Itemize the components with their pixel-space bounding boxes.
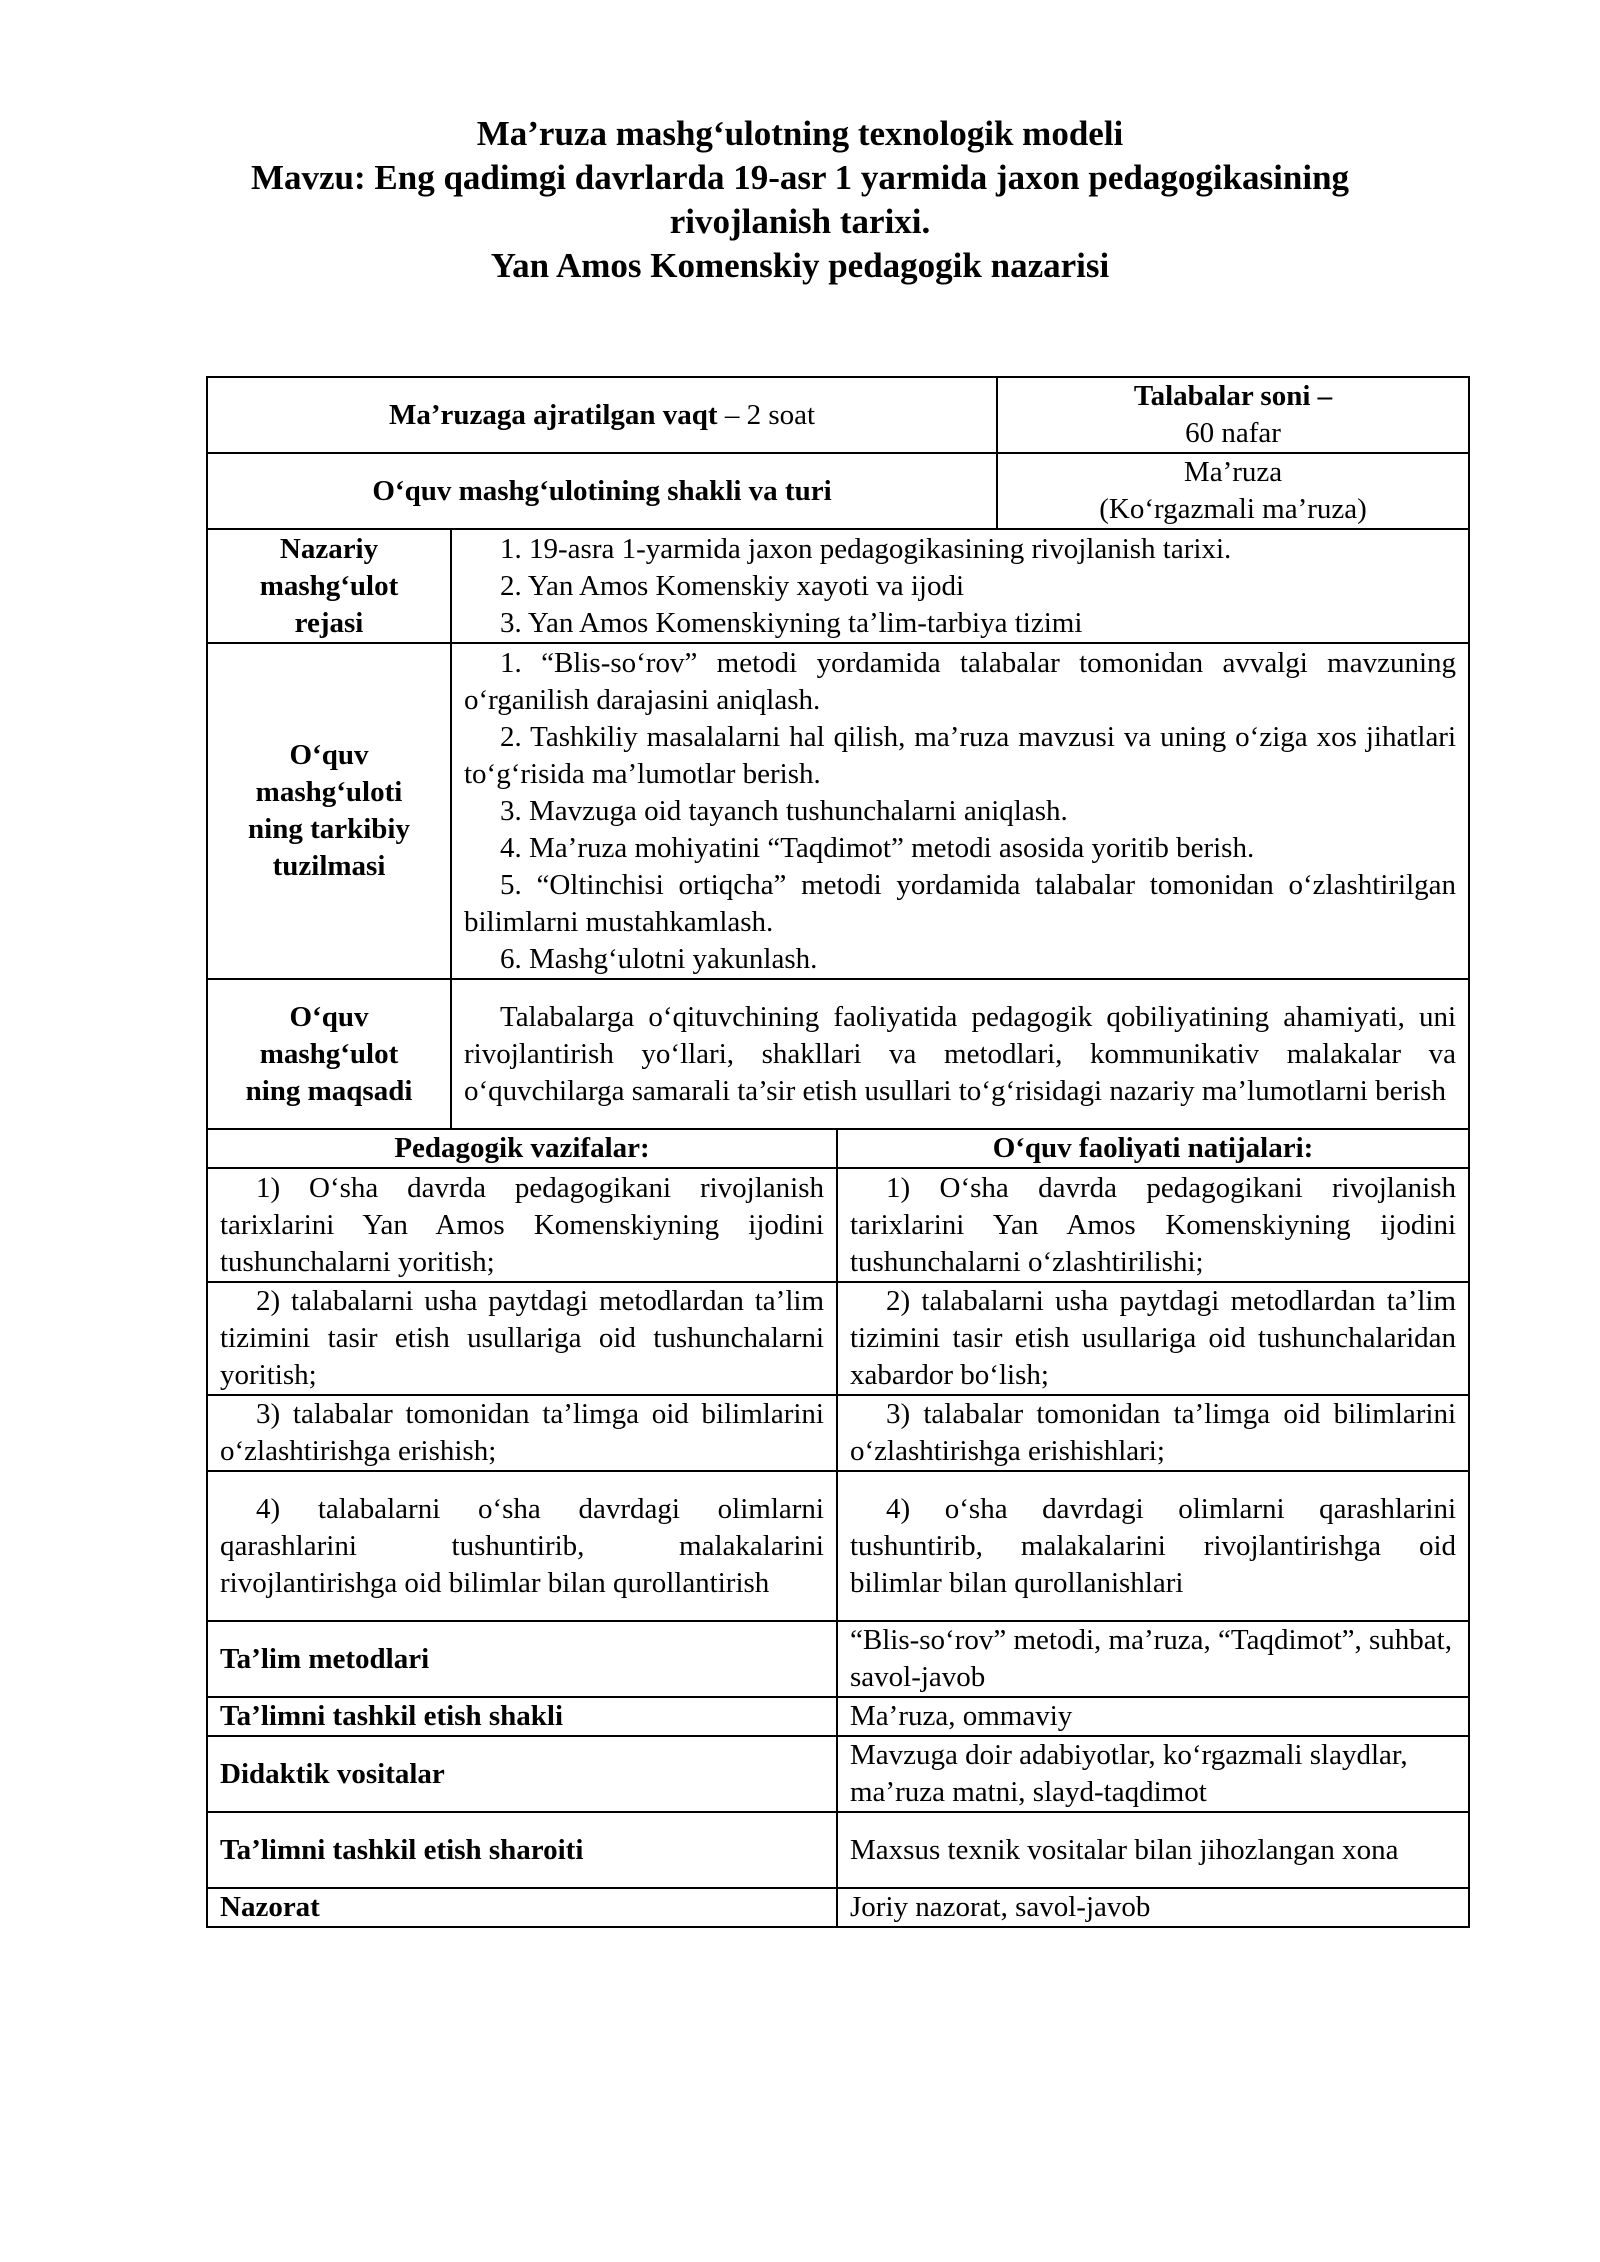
plan-label-1: Nazariy <box>279 532 379 565</box>
task-text: 2) talabalarni usha paytdagi metodlardan ta’lim tizimini tasir etish usullariga oid tushunchalarni yoritish; <box>220 1285 824 1391</box>
structure-label-1: O‘quv <box>289 739 369 771</box>
detail-row-methods <box>207 1621 1469 1697</box>
task-cell <box>207 1395 837 1471</box>
outcome-cell <box>837 1395 1469 1471</box>
detail-value: Ma’ruza, ommaviy <box>837 1697 1469 1736</box>
goal-text-cell <box>451 979 1469 1129</box>
plan-items <box>451 529 1469 643</box>
outcome-text: 2) talabalarni usha paytdagi metodlardan ta’lim tizimini tasir etish usullariga oid tushunchalaridan xabardor bo‘lish; <box>850 1285 1457 1391</box>
structure-row <box>207 643 1469 979</box>
outcome-text: 1) O‘sha davrda pedagogikani rivojlanish tarixlarini Yan Amos Komenskiyning ijodini tushunchalarni o‘zlashtirilishi; <box>850 1171 1457 1278</box>
task-row <box>207 1168 1469 1282</box>
plan-item: 3. Yan Amos Komenskiyning ta’lim-tarbiya tizimi <box>500 606 1083 639</box>
plan-item: 2. Yan Amos Komenskiy xayoti va ijodi <box>500 569 965 602</box>
detail-label: Ta’limni tashkil etish shakli <box>207 1697 837 1736</box>
time-value: – 2 soat <box>717 398 816 431</box>
time-cell <box>207 377 997 453</box>
detail-value: “Blis-so‘rov” metodi, ma’ruza, “Taqdimot”, suhbat, savol-javob <box>837 1621 1469 1697</box>
plan-item: 1. 19-asra 1-yarmida jaxon pedagogikasining rivojlanish tarixi. <box>500 532 1232 565</box>
students-label: Talabalar soni – <box>1133 380 1333 412</box>
detail-value: Maxsus texnik vositalar bilan jihozlangan xona <box>837 1812 1469 1888</box>
students-cell <box>997 377 1469 453</box>
goal-label-1: O‘quv <box>289 1000 369 1033</box>
form-label: O‘quv mashg‘ulotining shakli va turi <box>207 453 997 529</box>
task-text: 4) talabalarni o‘sha davrdagi olimlarni qarashlarini tushuntirib, malakalarini rivojlantirishga oid bilimlar bilan qurollantirish <box>220 1492 824 1599</box>
goal-label-2: mashg‘ulot <box>259 1037 399 1070</box>
task-cell <box>207 1168 837 1282</box>
structure-label <box>207 643 451 979</box>
title-line-2: Mavzu: Eng qadimgi davrlarda 19-asr 1 yarmida jaxon pedagogikasining <box>250 158 1350 197</box>
task-cell <box>207 1471 837 1621</box>
tasks-header-row <box>207 1129 1469 1168</box>
task-cell <box>207 1282 837 1395</box>
task-row <box>207 1471 1469 1621</box>
task-text: 1) O‘sha davrda pedagogikani rivojlanish tarixlarini Yan Amos Komenskiyning ijodini tushunchalarni yoritish; <box>220 1171 824 1278</box>
title-line-1: Ma’ruza mashg‘ulotning texnologik modeli <box>476 114 1124 153</box>
detail-label: Ta’limni tashkil etish sharoiti <box>207 1812 837 1888</box>
structure-item: 1. “Blis-so‘rov” metodi yordamida talabalar tomonidan avvalgi mavzuning o‘rganilish darajasini aniqlash. <box>464 646 1457 716</box>
header-row-form <box>207 453 1469 529</box>
time-label: Ma’ruzaga ajratilgan vaqt <box>388 398 718 431</box>
structure-item: 3. Mavzuga oid tayanch tushunchalarni aniqlash. <box>500 794 1068 827</box>
technology-model-table <box>206 376 1470 1928</box>
form-cell <box>997 453 1469 529</box>
structure-item: 5. “Oltinchisi ortiqcha” metodi yordamida talabalar tomonidan o‘zlashtirilgan bilimlarni mustahkamlash. <box>464 868 1457 938</box>
title-line-4: Yan Amos Komenskiy pedagogik nazarisi <box>490 246 1110 285</box>
plan-label-3: rejasi <box>294 606 364 639</box>
detail-value: Mavzuga doir adabiyotlar, ko‘rgazmali slaydlar, ma’ruza matni, slayd-taqdimot <box>837 1736 1469 1812</box>
outcome-cell <box>837 1471 1469 1621</box>
task-row <box>207 1395 1469 1471</box>
header-row-time <box>207 377 1469 453</box>
detail-row-conditions <box>207 1812 1469 1888</box>
detail-label: Nazorat <box>207 1888 837 1927</box>
structure-label-3: ning tarkibiy <box>248 813 410 845</box>
learning-outcomes-header: O‘quv faoliyati natijalari: <box>837 1129 1469 1168</box>
form-value-2: (Ko‘rgazmali ma’ruza) <box>1099 493 1367 525</box>
students-value: 60 nafar <box>1185 417 1281 449</box>
structure-label-2: mashg‘uloti <box>255 776 403 808</box>
goal-label <box>207 979 451 1129</box>
plan-label <box>207 529 451 643</box>
detail-row-tools <box>207 1736 1469 1812</box>
structure-item: 4. Ma’ruza mohiyatini “Taqdimot” metodi asosida yoritib berish. <box>500 831 1255 864</box>
form-value-1: Ma’ruza <box>1183 456 1283 488</box>
outcome-text: 4) o‘sha davrdagi olimlarni qarashlarini tushuntirib, malakalarini rivojlantirishga oid bilimlar bilan qurollanishlari <box>850 1492 1457 1599</box>
outcome-cell <box>837 1168 1469 1282</box>
document-title <box>0 112 1600 288</box>
task-row <box>207 1282 1469 1395</box>
structure-item: 2. Tashkiliy masalalarni hal qilish, ma’ruza mavzusi va uning o‘ziga xos jihatlari to‘g‘risida ma’lumotlar berish. <box>464 720 1457 790</box>
plan-label-2: mashg‘ulot <box>259 569 399 602</box>
goal-label-3: ning maqsadi <box>245 1074 413 1107</box>
outcome-text: 3) talabalar tomonidan ta’limga oid bilimlarini o‘zlashtirishga erishishlari; <box>850 1398 1457 1467</box>
detail-label: Didaktik vositalar <box>207 1736 837 1812</box>
detail-row-form <box>207 1697 1469 1736</box>
goal-text: Talabalarga o‘qituvchining faoliyatida pedagogik qobiliyatining ahamiyati, uni rivojlantirish yo‘llari, shakllari va metodlari, kommunikativ malakalar va o‘quvchilarga samarali ta’sir etish usullari to‘g‘risidagi nazariy ma’lumotlarni berish <box>464 1000 1457 1107</box>
detail-value: Joriy nazorat, savol-javob <box>837 1888 1469 1927</box>
structure-item: 6. Mashg‘ulotni yakunlash. <box>500 942 818 975</box>
structure-items <box>451 643 1469 979</box>
task-text: 3) talabalar tomonidan ta’limga oid bilimlarini o‘zlashtirishga erishish; <box>220 1398 824 1467</box>
title-line-3: rivojlanish tarixi. <box>669 202 931 241</box>
detail-label: Ta’lim metodlari <box>207 1621 837 1697</box>
detail-row-control <box>207 1888 1469 1927</box>
pedagogical-tasks-header: Pedagogik vazifalar: <box>207 1129 837 1168</box>
plan-row <box>207 529 1469 643</box>
structure-label-4: tuzilmasi <box>272 850 386 882</box>
goal-row <box>207 979 1469 1129</box>
outcome-cell <box>837 1282 1469 1395</box>
